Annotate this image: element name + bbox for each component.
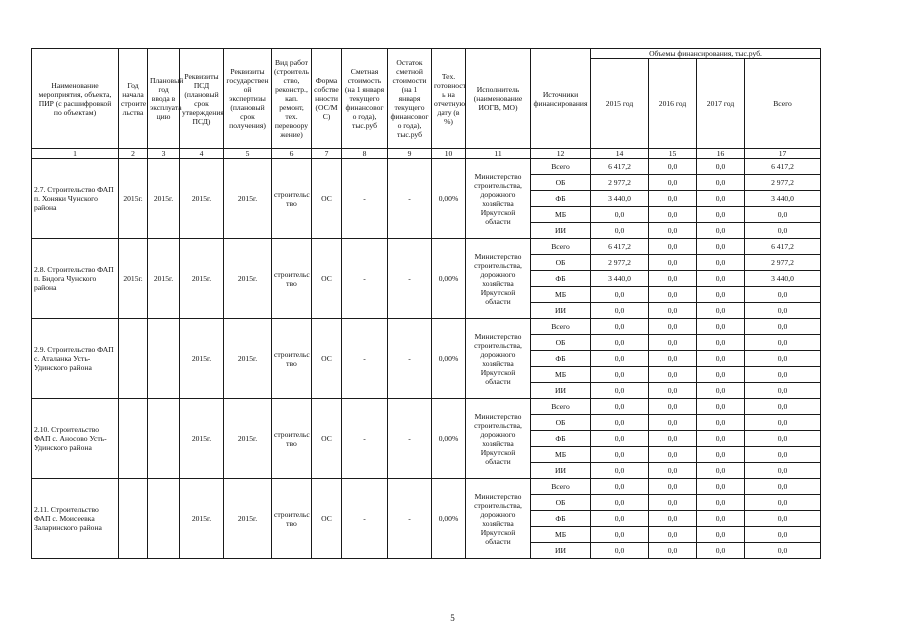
amount-cell: 0,0 <box>649 399 697 415</box>
header-year-2015: 2015 год <box>591 59 649 149</box>
amount-cell: 0,0 <box>745 335 821 351</box>
header-total: Всего <box>745 59 821 149</box>
amount-cell: 0,0 <box>745 287 821 303</box>
readiness: 0,00% <box>432 479 466 559</box>
amount-cell: 0,0 <box>697 351 745 367</box>
amount-cell: 0,0 <box>697 511 745 527</box>
source-label: ОБ <box>531 495 591 511</box>
amount-cell: 0,0 <box>697 383 745 399</box>
header-expertise: Реквизиты государствен ой экспертизы (плановый срок получения) <box>224 49 272 149</box>
ownership: ОС <box>312 159 342 239</box>
column-number: 5 <box>224 149 272 159</box>
amount-cell: 0,0 <box>697 287 745 303</box>
header-start-year: Год начала строите льства <box>119 49 148 149</box>
source-label: ОБ <box>531 415 591 431</box>
amount-cell: 0,0 <box>697 495 745 511</box>
amount-cell: 0,0 <box>591 399 649 415</box>
ownership: ОС <box>312 399 342 479</box>
source-label: ОБ <box>531 175 591 191</box>
readiness: 0,00% <box>432 159 466 239</box>
expertise-date: 2015г. <box>224 399 272 479</box>
amount-cell: 0,0 <box>591 527 649 543</box>
column-number: 14 <box>591 149 649 159</box>
amount-cell: 0,0 <box>649 543 697 559</box>
amount-cell: 0,0 <box>591 543 649 559</box>
amount-cell: 0,0 <box>697 527 745 543</box>
remaining-cost: - <box>388 239 432 319</box>
amount-cell: 0,0 <box>649 239 697 255</box>
amount-cell: 0,0 <box>697 239 745 255</box>
amount-cell: 0,0 <box>649 335 697 351</box>
expertise-date: 2015г. <box>224 479 272 559</box>
source-label: ОБ <box>531 335 591 351</box>
amount-cell: 0,0 <box>591 383 649 399</box>
amount-cell: 0,0 <box>649 223 697 239</box>
source-label: МБ <box>531 527 591 543</box>
amount-cell: 0,0 <box>745 543 821 559</box>
amount-cell: 0,0 <box>591 303 649 319</box>
source-label: ФБ <box>531 191 591 207</box>
amount-cell: 0,0 <box>649 367 697 383</box>
source-label: МБ <box>531 447 591 463</box>
executor: Министерство строительства, дорожного хозяйства Иркутской области <box>466 319 531 399</box>
readiness: 0,00% <box>432 319 466 399</box>
amount-cell: 2 977,2 <box>745 255 821 271</box>
amount-cell: 0,0 <box>745 223 821 239</box>
estimated-cost: - <box>342 159 388 239</box>
estimated-cost: - <box>342 319 388 399</box>
column-number: 11 <box>466 149 531 159</box>
column-number: 15 <box>649 149 697 159</box>
column-number: 10 <box>432 149 466 159</box>
ownership: ОС <box>312 239 342 319</box>
amount-cell: 0,0 <box>591 479 649 495</box>
amount-cell: 0,0 <box>591 431 649 447</box>
start-year: 2015г. <box>119 159 148 239</box>
amount-cell: 2 977,2 <box>591 255 649 271</box>
column-number: 8 <box>342 149 388 159</box>
amount-cell: 0,0 <box>745 479 821 495</box>
amount-cell: 0,0 <box>591 351 649 367</box>
commission-year <box>148 319 180 399</box>
psd-date: 2015г. <box>180 159 224 239</box>
amount-cell: 0,0 <box>697 367 745 383</box>
amount-cell: 0,0 <box>697 335 745 351</box>
amount-cell: 3 440,0 <box>591 271 649 287</box>
header-sources: Источники финансирования <box>531 49 591 149</box>
amount-cell: 0,0 <box>649 191 697 207</box>
table-row <box>32 319 821 335</box>
source-label: Всего <box>531 399 591 415</box>
remaining-cost: - <box>388 399 432 479</box>
psd-date: 2015г. <box>180 399 224 479</box>
remaining-cost: - <box>388 159 432 239</box>
amount-cell: 0,0 <box>649 463 697 479</box>
amount-cell: 0,0 <box>591 335 649 351</box>
amount-cell: 6 417,2 <box>591 159 649 175</box>
entry-name: 2.10. Строительство ФАП с. Аносово Усть-Удинского района <box>32 399 119 479</box>
column-number: 7 <box>312 149 342 159</box>
amount-cell: 0,0 <box>591 207 649 223</box>
estimated-cost: - <box>342 239 388 319</box>
header-executor: Исполнитель (наименование ИОГВ, МО) <box>466 49 531 149</box>
work-type: строительс тво <box>272 239 312 319</box>
expertise-date: 2015г. <box>224 319 272 399</box>
commission-year <box>148 399 180 479</box>
amount-cell: 6 417,2 <box>745 239 821 255</box>
executor: Министерство строительства, дорожного хозяйства Иркутской области <box>466 159 531 239</box>
amount-cell: 0,0 <box>591 367 649 383</box>
executor: Министерство строительства, дорожного хозяйства Иркутской области <box>466 479 531 559</box>
header-readiness: Тех. готовност ь на отчетную дату (в %) <box>432 49 466 149</box>
header-remaining-cost: Остаток сметной стоимости (на 1 января текущего финансовог о года), тыс.руб <box>388 49 432 149</box>
amount-cell: 0,0 <box>649 271 697 287</box>
header-year-2016: 2016 год <box>649 59 697 149</box>
amount-cell: 0,0 <box>745 383 821 399</box>
amount-cell: 0,0 <box>745 303 821 319</box>
header-name: Наименование мероприятия, объекта, ПИР (с расшифровкой по объектам) <box>32 49 119 149</box>
source-label: ФБ <box>531 351 591 367</box>
amount-cell: 0,0 <box>745 319 821 335</box>
source-label: ФБ <box>531 271 591 287</box>
amount-cell: 3 440,0 <box>591 191 649 207</box>
amount-cell: 3 440,0 <box>745 191 821 207</box>
amount-cell: 0,0 <box>591 319 649 335</box>
source-label: МБ <box>531 207 591 223</box>
ownership: ОС <box>312 479 342 559</box>
amount-cell: 0,0 <box>649 511 697 527</box>
amount-cell: 0,0 <box>745 495 821 511</box>
amount-cell: 0,0 <box>697 431 745 447</box>
amount-cell: 0,0 <box>649 255 697 271</box>
work-type: строительс тво <box>272 159 312 239</box>
entry-name: 2.8. Строительство ФАП п. Бидога Чунского района <box>32 239 119 319</box>
amount-cell: 0,0 <box>697 191 745 207</box>
amount-cell: 6 417,2 <box>591 239 649 255</box>
header-estimated-cost: Сметная стоимость (на 1 января текущего финансовог о года), тыс.руб <box>342 49 388 149</box>
amount-cell: 0,0 <box>649 527 697 543</box>
amount-cell: 0,0 <box>697 303 745 319</box>
source-label: Всего <box>531 239 591 255</box>
source-label: ФБ <box>531 511 591 527</box>
amount-cell: 0,0 <box>649 383 697 399</box>
amount-cell: 0,0 <box>591 463 649 479</box>
amount-cell: 0,0 <box>745 527 821 543</box>
amount-cell: 0,0 <box>591 287 649 303</box>
amount-cell: 0,0 <box>745 351 821 367</box>
column-number: 1 <box>32 149 119 159</box>
amount-cell: 0,0 <box>745 415 821 431</box>
source-label: ФБ <box>531 431 591 447</box>
amount-cell: 0,0 <box>591 495 649 511</box>
amount-cell: 0,0 <box>591 511 649 527</box>
source-label: ИИ <box>531 463 591 479</box>
executor: Министерство строительства, дорожного хозяйства Иркутской области <box>466 399 531 479</box>
amount-cell: 0,0 <box>745 399 821 415</box>
entry-name: 2.9. Строительство ФАП с. Аталанка Усть-Удинского района <box>32 319 119 399</box>
amount-cell: 0,0 <box>649 351 697 367</box>
amount-cell: 0,0 <box>745 207 821 223</box>
amount-cell: 0,0 <box>649 479 697 495</box>
header-ownership: Форма собстве нности (ОС/М С) <box>312 49 342 149</box>
column-number: 17 <box>745 149 821 159</box>
amount-cell: 0,0 <box>745 447 821 463</box>
amount-cell: 0,0 <box>649 175 697 191</box>
source-label: Всего <box>531 479 591 495</box>
amount-cell: 0,0 <box>697 255 745 271</box>
header-commission-year: Плановый год ввода в эксплуата цию <box>148 49 180 149</box>
start-year <box>119 399 148 479</box>
header-row <box>32 49 821 59</box>
table-body <box>32 49 821 559</box>
executor: Министерство строительства, дорожного хозяйства Иркутской области <box>466 239 531 319</box>
amount-cell: 6 417,2 <box>745 159 821 175</box>
expertise-date: 2015г. <box>224 239 272 319</box>
amount-cell: 0,0 <box>697 463 745 479</box>
source-label: Всего <box>531 159 591 175</box>
amount-cell: 0,0 <box>649 415 697 431</box>
work-type: строительс тво <box>272 319 312 399</box>
amount-cell: 3 440,0 <box>745 271 821 287</box>
table-row <box>32 479 821 495</box>
header-work-type: Вид работ (строитель ство, реконстр., кап. ремонт, тех. перевоору жение) <box>272 49 312 149</box>
commission-year: 2015г. <box>148 159 180 239</box>
start-year: 2015г. <box>119 239 148 319</box>
entry-name: 2.7. Строительство ФАП п. Хоняки Чунского района <box>32 159 119 239</box>
amount-cell: 0,0 <box>697 415 745 431</box>
start-year <box>119 319 148 399</box>
amount-cell: 0,0 <box>649 287 697 303</box>
remaining-cost: - <box>388 319 432 399</box>
psd-date: 2015г. <box>180 479 224 559</box>
amount-cell: 0,0 <box>697 159 745 175</box>
entry-name: 2.11. Строительство ФАП с. Моисеевка Заларинского района <box>32 479 119 559</box>
table-row <box>32 399 821 415</box>
amount-cell: 0,0 <box>591 447 649 463</box>
source-label: Всего <box>531 319 591 335</box>
expertise-date: 2015г. <box>224 159 272 239</box>
header-year-2017: 2017 год <box>697 59 745 149</box>
amount-cell: 2 977,2 <box>591 175 649 191</box>
amount-cell: 0,0 <box>697 223 745 239</box>
estimated-cost: - <box>342 479 388 559</box>
start-year <box>119 479 148 559</box>
source-label: ИИ <box>531 223 591 239</box>
amount-cell: 0,0 <box>697 319 745 335</box>
column-number: 3 <box>148 149 180 159</box>
amount-cell: 0,0 <box>697 543 745 559</box>
psd-date: 2015г. <box>180 319 224 399</box>
column-number: 6 <box>272 149 312 159</box>
amount-cell: 0,0 <box>697 175 745 191</box>
column-number: 2 <box>119 149 148 159</box>
column-number: 12 <box>531 149 591 159</box>
amount-cell: 0,0 <box>745 511 821 527</box>
column-number: 16 <box>697 149 745 159</box>
amount-cell: 0,0 <box>649 159 697 175</box>
source-label: ИИ <box>531 303 591 319</box>
column-number: 9 <box>388 149 432 159</box>
commission-year <box>148 479 180 559</box>
commission-year: 2015г. <box>148 239 180 319</box>
amount-cell: 0,0 <box>591 415 649 431</box>
amount-cell: 0,0 <box>697 479 745 495</box>
work-type: строительс тво <box>272 399 312 479</box>
amount-cell: 0,0 <box>591 223 649 239</box>
amount-cell: 0,0 <box>745 463 821 479</box>
amount-cell: 0,0 <box>697 207 745 223</box>
amount-cell: 0,0 <box>697 271 745 287</box>
amount-cell: 0,0 <box>649 319 697 335</box>
amount-cell: 0,0 <box>649 207 697 223</box>
amount-cell: 2 977,2 <box>745 175 821 191</box>
ownership: ОС <box>312 319 342 399</box>
amount-cell: 0,0 <box>697 399 745 415</box>
column-number: 4 <box>180 149 224 159</box>
source-label: МБ <box>531 287 591 303</box>
amount-cell: 0,0 <box>649 495 697 511</box>
header-psd: Реквизиты ПСД (плановый срок утверждения ПСД) <box>180 49 224 149</box>
column-numbers-row <box>32 149 821 159</box>
amount-cell: 0,0 <box>649 303 697 319</box>
amount-cell: 0,0 <box>697 447 745 463</box>
readiness: 0,00% <box>432 399 466 479</box>
page-number: 5 <box>450 613 455 623</box>
readiness: 0,00% <box>432 239 466 319</box>
psd-date: 2015г. <box>180 239 224 319</box>
amount-cell: 0,0 <box>649 431 697 447</box>
header-financing-group: Объемы финансирования, тыс.руб. <box>591 49 821 59</box>
source-label: ОБ <box>531 255 591 271</box>
table-row <box>32 159 821 175</box>
estimated-cost: - <box>342 399 388 479</box>
source-label: ИИ <box>531 543 591 559</box>
amount-cell: 0,0 <box>649 447 697 463</box>
amount-cell: 0,0 <box>745 431 821 447</box>
amount-cell: 0,0 <box>745 367 821 383</box>
source-label: МБ <box>531 367 591 383</box>
financing-table <box>31 48 821 559</box>
table-row <box>32 239 821 255</box>
source-label: ИИ <box>531 383 591 399</box>
remaining-cost: - <box>388 479 432 559</box>
work-type: строительс тво <box>272 479 312 559</box>
